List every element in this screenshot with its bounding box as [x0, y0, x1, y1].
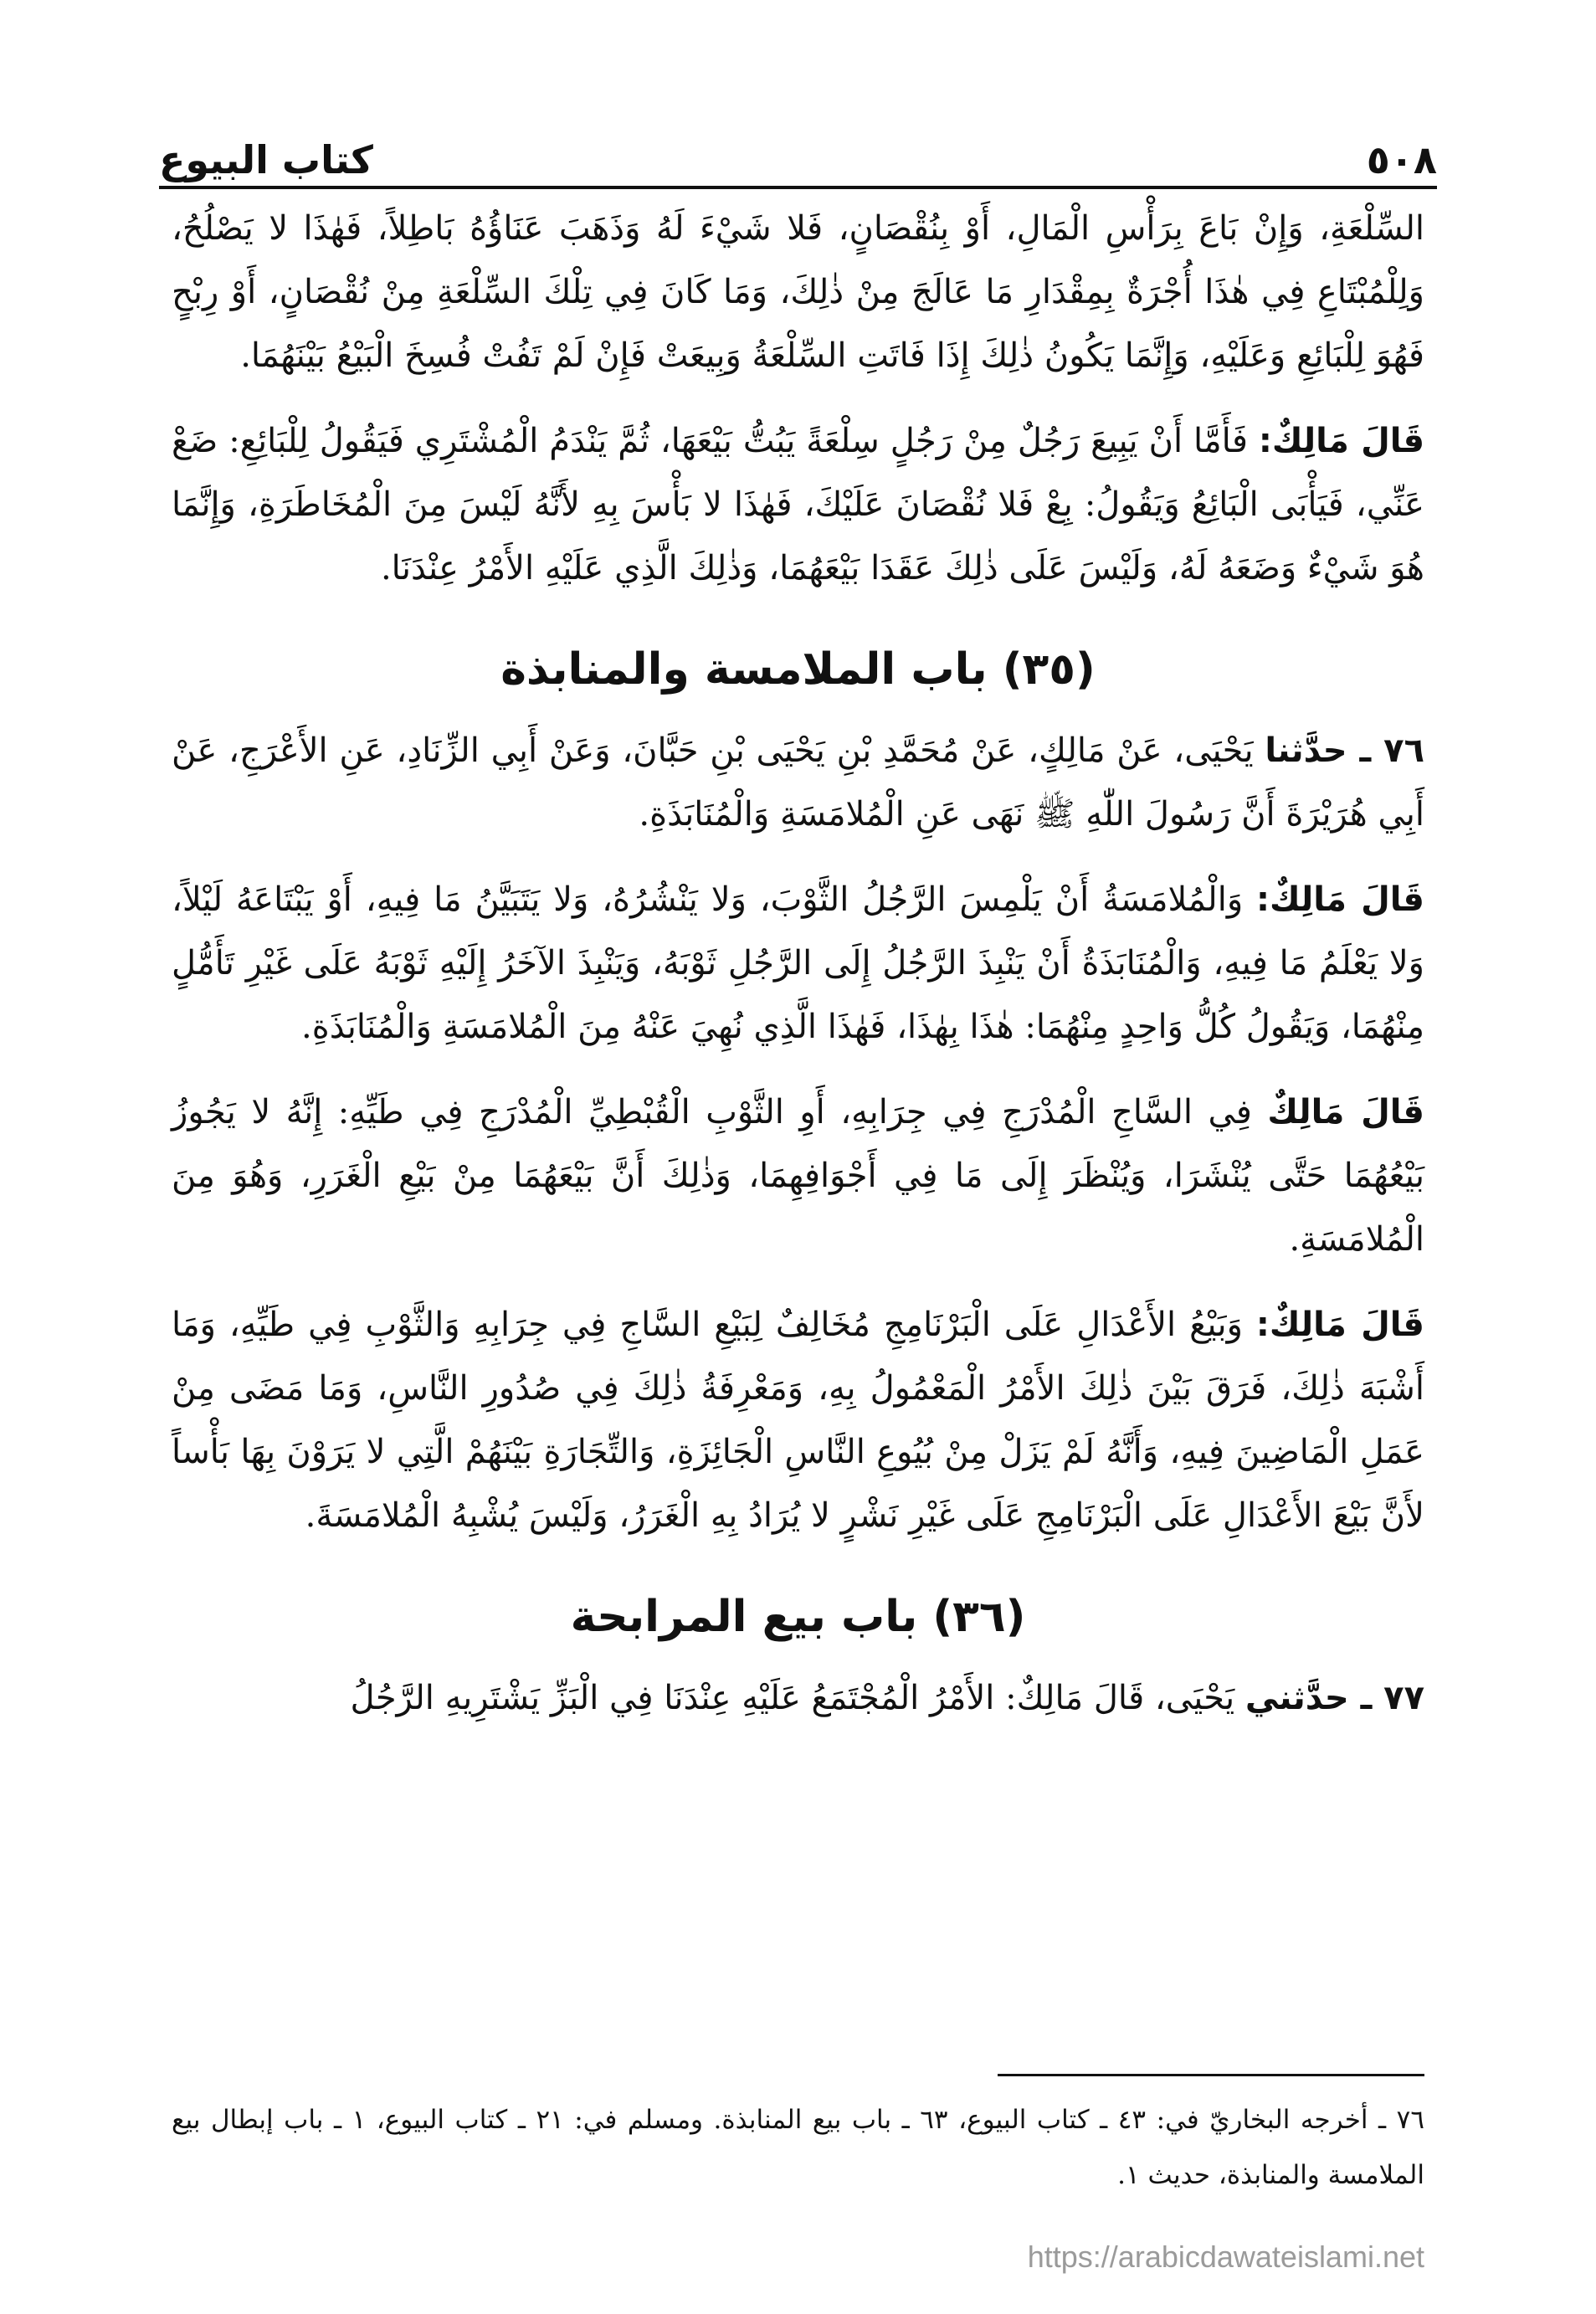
paragraph [172, 719, 1424, 846]
chapter-heading: (٣٦) باب بيع المرابحة [570, 1592, 1026, 1642]
paragraph-lead: قَالَ مَالِكٌ: [1258, 422, 1425, 460]
paragraph [172, 409, 1424, 600]
running-title: كتاب البيوع [159, 137, 373, 182]
paragraph-lead: ٧٦ ـ حدَّثنا [1265, 731, 1424, 770]
paragraph-lead: قَالَ مَالِكٌ: [1256, 880, 1425, 919]
paragraph-text: فِي السَّاجِ الْمُدْرَجِ فِي جِرَابِهِ، أَوِ الثَّوْبِ الْقُبْطِيِّ الْمُدْرَجِ فِي طَيِّهِ: إِنَّهُ لا يَجُوزُ بَيْعُهُمَا حَتَّى يُنْشَرَا، وَيُنْظَرَ إِلَى مَا فِي أَجْوَافِهِمَا، وَذٰلِكَ أَنَّ بَيْعَهُمَا مِنْ بَيْعِ الْغَرَرِ، وَهُوَ مِنَ الْمُلامَسَةِ. [172, 1093, 1424, 1259]
paragraph-text: يَحْيَى، عَنْ مَالِكٍ، عَنْ مُحَمَّدِ بْنِ يَحْيَى بْنِ حَبَّانَ، وَعَنْ أَبِي الزِّنَادِ، عَنِ الأَعْرَجِ، عَنْ أَبِي هُرَيْرَةَ أَنَّ رَسُولَ اللّٰهِ ﷺ نَهَى عَنِ الْمُلامَسَةِ وَالْمُنَابَذَةِ. [172, 731, 1424, 834]
chapter-heading: (٣٥) باب الملامسة والمنابذة [500, 644, 1096, 695]
paragraph-lead: قَالَ مَالِكٌ: [1255, 1306, 1425, 1344]
paragraph-lead: ٧٧ ـ حدَّثني [1244, 1679, 1424, 1717]
paragraph [172, 868, 1424, 1059]
paragraph-text: فَأَمَّا أَنْ يَبِيعَ رَجُلٌ مِنْ رَجُلٍ سِلْعَةً يَبُتُّ بَيْعَهَا، ثُمَّ يَنْدَمُ الْمُشْتَرِي فَيَقُولُ لِلْبَائِعِ: ضَعْ عَنِّي، فَيَأْبَى الْبَائِعُ وَيَقُولُ: بِعْ فَلا نُقْصَانَ عَلَيْكَ، فَهٰذَا لا بَأْسَ بِهِ لأَنَّهُ لَيْسَ مِنَ الْمُخَاطَرَةِ، وَإِنَّمَا هُوَ شَيْءٌ وَضَعَهُ لَهُ، وَلَيْسَ عَلَى ذٰلِكَ عَقَدَا بَيْعَهُمَا، وَذٰلِكَ الَّذِي عَلَيْهِ الأَمْرُ عِنْدَنَا. [172, 422, 1424, 587]
paragraph [172, 1293, 1424, 1547]
header-rule [159, 186, 1437, 189]
page-number: ٥٠٨ [1366, 137, 1437, 182]
paragraph [172, 1080, 1424, 1271]
running-header [159, 107, 1437, 182]
main-text [172, 197, 1424, 1752]
paragraph-text: وَالْمُلامَسَةُ أَنْ يَلْمِسَ الرَّجُلُ الثَّوْبَ، وَلا يَنْشُرُهُ، وَلا يَتَبَيَّنُ مَا فِيهِ، أَوْ يَبْتَاعَهُ لَيْلاً، وَلا يَعْلَمُ مَا فِيهِ، وَالْمُنَابَذَةُ أَنْ يَنْبِذَ الرَّجُلُ إِلَى الرَّجُلِ ثَوْبَهُ، وَيَنْبِذَ الآخَرُ إِلَيْهِ ثَوْبَهُ عَلَى غَيْرِ تَأَمُّلٍ مِنْهُمَا، وَيَقُولُ كُلُّ وَاحِدٍ مِنْهُمَا: هٰذَا بِهٰذَا، فَهٰذَا الَّذِي نُهِيَ عَنْهُ مِنَ الْمُلامَسَةِ وَالْمُنَابَذَةِ. [172, 880, 1424, 1046]
footnote-rule [998, 2074, 1424, 2076]
footnote: ٧٦ ـ أخرجه البخاريّ في: ٤٣ ـ كتاب البيوع، ٦٣ ـ باب بيع المنابذة. ومسلم في: ٢١ ـ كتاب البيوع، ١ ـ باب إبطال بيع الملامسة والمنابذة، حديث ١. [172, 2105, 1424, 2190]
paragraph [172, 1666, 1424, 1730]
paragraph: السِّلْعَةِ، وَإِنْ بَاعَ بِرَأْسِ الْمَالِ، أَوْ بِنُقْصَانٍ، فَلا شَيْءَ لَهُ وَذَهَبَ عَنَاؤُهُ بَاطِلاً، فَهٰذَا لا يَصْلُحُ، وَلِلْمُبْتَاعِ فِي هٰذَا أُجْرَةٌ بِمِقْدَارِ مَا عَالَجَ مِنْ ذٰلِكَ، وَمَا كَانَ فِي تِلْكَ السِّلْعَةِ مِنْ نُقْصَانٍ، أَوْ رِبْحٍ فَهُوَ لِلْبَائِعِ وَعَلَيْهِ، وَإِنَّمَا يَكُونُ ذٰلِكَ إِذَا فَاتَتِ السِّلْعَةُ وَبِيعَتْ فَإِنْ لَمْ تَفُتْ فُسِخَ الْبَيْعُ بَيْنَهُمَا. [172, 209, 1424, 375]
paragraph-text: يَحْيَى، قَالَ مَالِكٌ: الأَمْرُ الْمُجْتَمَعُ عَلَيْهِ عِنْدَنَا فِي الْبَزِّ يَشْتَرِيهِ الرَّجُلُ [350, 1679, 1245, 1717]
watermark-url: https://arabicdawateislami.net [1027, 2240, 1424, 2274]
paragraph-lead: قَالَ مَالِكٌ [1267, 1093, 1424, 1131]
paragraph-text: وَبَيْعُ الأَعْدَالِ عَلَى الْبَرْنَامِجِ مُخَالِفٌ لِبَيْعِ السَّاجِ فِي جِرَابِهِ وَالثَّوْبِ فِي طَيِّهِ، وَمَا أَشْبَهَ ذٰلِكَ، فَرَقَ بَيْنَ ذٰلِكَ الأَمْرُ الْمَعْمُولُ بِهِ، وَمَعْرِفَةُ ذٰلِكَ فِي صُدُورِ النَّاسِ، وَمَا مَضَى مِنْ عَمَلِ الْمَاضِينَ فِيهِ، وَأَنَّهُ لَمْ يَزَلْ مِنْ بُيُوعِ النَّاسِ الْجَائِزَةِ، وَالتِّجَارَةِ بَيْنَهُمْ الَّتِي لا يَرَوْنَ بِهَا بَأْساً لأَنَّ بَيْعَ الأَعْدَالِ عَلَى الْبَرْنَامِجِ عَلَى غَيْرِ نَشْرٍ لا يُرَادُ بِهِ الْغَرَرُ، وَلَيْسَ يُشْبِهُ الْمُلامَسَةَ. [172, 1306, 1424, 1535]
